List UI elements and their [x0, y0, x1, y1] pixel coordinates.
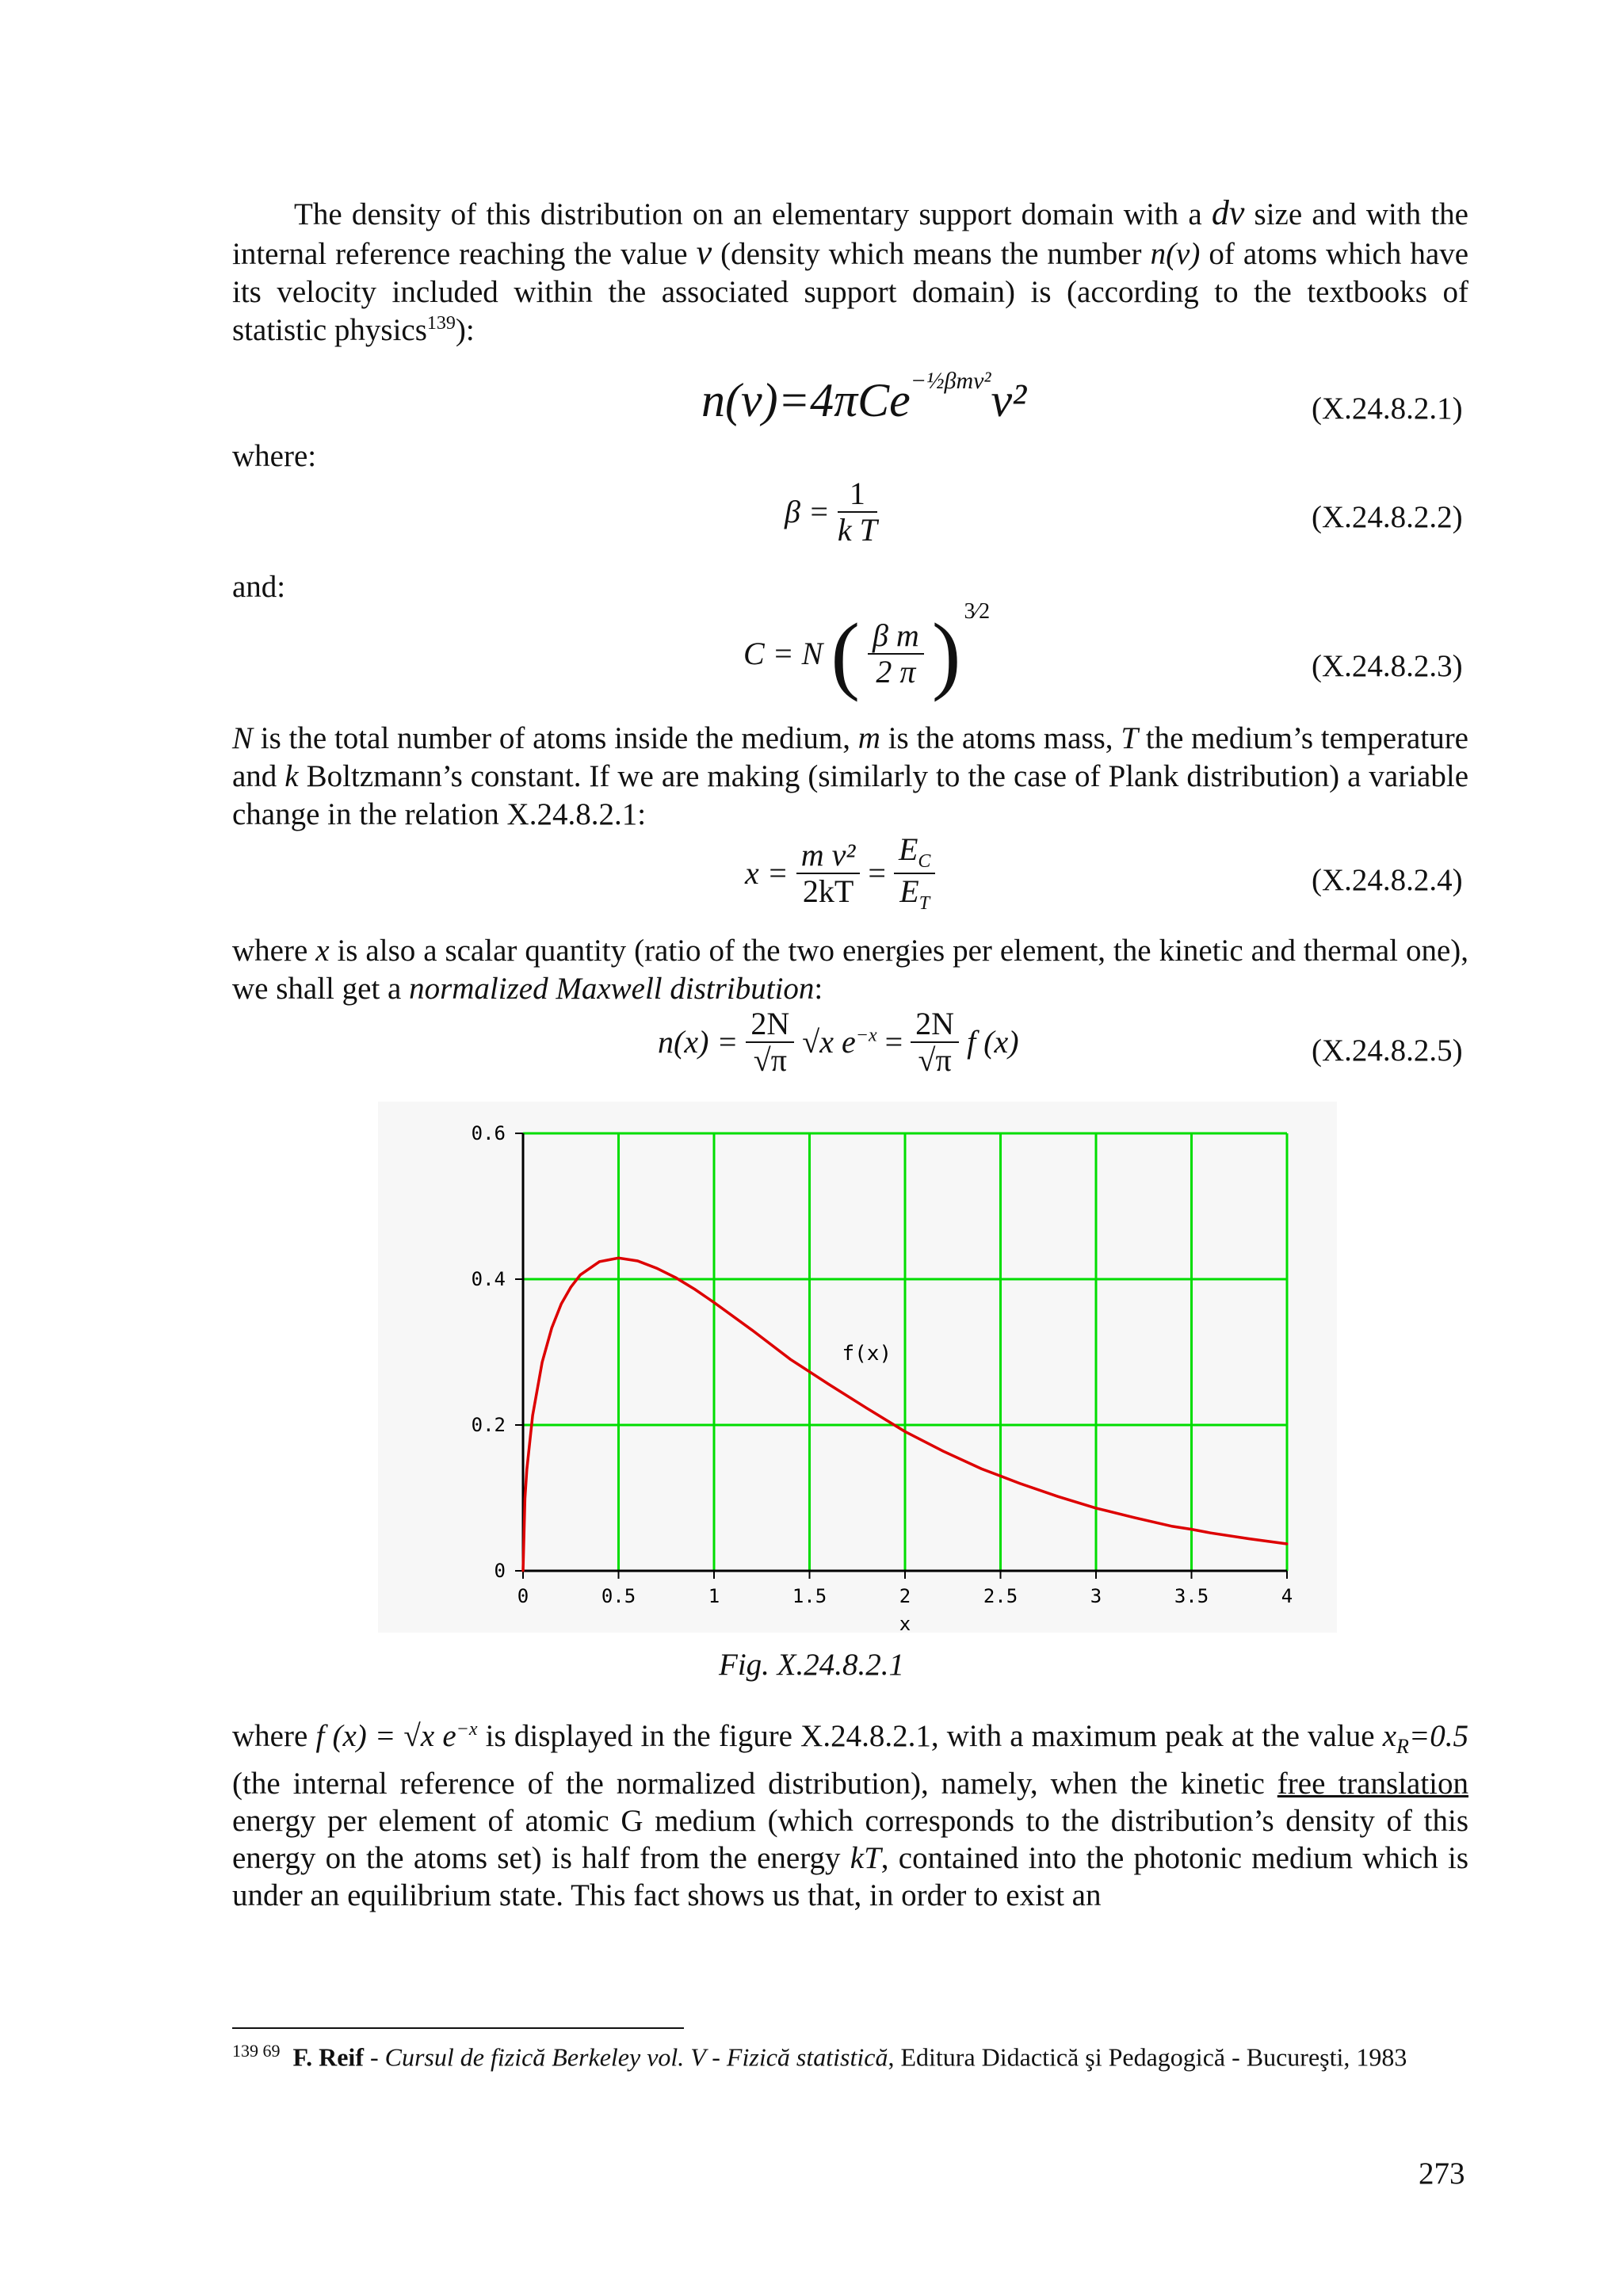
- data-point: [525, 1469, 528, 1471]
- xR-sub: R: [1396, 1734, 1409, 1758]
- formula-fx-exp: −x: [456, 1719, 478, 1740]
- eq4-num1: m v²: [796, 839, 861, 874]
- text: of atoms which have its velocity included within the associated support domain) is (according to the textbooks of statistic physics: [232, 237, 1468, 347]
- eq4-equals: =: [868, 855, 886, 891]
- paragraph-intro: [232, 194, 1468, 350]
- symbol-k: k: [285, 759, 299, 793]
- eq3-denominator: 2 π: [876, 654, 916, 690]
- eq5-mid: [802, 1024, 876, 1060]
- and-label: and:: [232, 570, 286, 604]
- text: where: [232, 934, 316, 968]
- footnote-title: Cursul de fizică Berkeley vol. V - Fizică statistică: [384, 2042, 888, 2072]
- text: is also a scalar quantity (ratio of the two energies per element, the kinetic and thermal one), we shall get a: [232, 934, 1468, 1006]
- eq2-fraction: [838, 478, 877, 546]
- symbol-m: m: [857, 721, 880, 755]
- footnote-author: F. Reif: [292, 2042, 364, 2072]
- right-paren: ): [931, 606, 961, 702]
- text: is the atoms mass,: [880, 721, 1121, 755]
- figure-caption: Fig. X.24.8.2.1: [719, 1648, 904, 1682]
- formula-fx: f (x) = √x e: [315, 1719, 456, 1753]
- data-point: [827, 1383, 830, 1385]
- eq4-fraction-2: [894, 831, 935, 914]
- data-point: [1247, 1538, 1250, 1540]
- x-tick-label: 0.5: [601, 1585, 636, 1607]
- text: , contained into the photonic medium which is under an equilibrium state. This fact shows us that, in order to exist an: [232, 1840, 1468, 1912]
- y-tick-label: 0.6: [471, 1122, 506, 1144]
- eq3-power: 3⁄2: [964, 598, 991, 624]
- data-point: [980, 1468, 983, 1470]
- eq1-exponent: −½βmv²: [910, 368, 991, 394]
- text: The density of this distribution on an elementary support domain with a: [294, 197, 1212, 231]
- eq3-lhs: C = N: [743, 636, 823, 671]
- eq1-tail: v²: [991, 374, 1027, 426]
- text: energy per element of atomic G medium (which corresponds to the distribution’s density of this energy on the atoms set) is half from the energy: [232, 1803, 1468, 1875]
- y-tick-label: 0.2: [471, 1414, 506, 1436]
- eq1-lhs: n(v)=4πCe: [701, 374, 911, 426]
- x-tick-label: 1.5: [792, 1585, 827, 1607]
- data-point: [560, 1303, 563, 1305]
- y-tick-label: 0.4: [471, 1268, 506, 1290]
- equation-2: [785, 478, 877, 546]
- data-point: [751, 1329, 754, 1331]
- equation-4: [745, 831, 935, 914]
- eq4-num2-sub: C: [918, 851, 931, 872]
- text: , Editura Didactică şi Pedagogică - Bucureşti, 1983: [888, 2042, 1407, 2072]
- equation-number-2: (X.24.8.2.2): [1312, 500, 1463, 534]
- eq4-den1: 2kT: [802, 873, 854, 909]
- eq5-fraction-1: [746, 1008, 794, 1076]
- data-point: [636, 1260, 639, 1263]
- underlined-term: free translation: [1277, 1766, 1468, 1801]
- footnote-ref[interactable]: 139: [426, 313, 456, 334]
- data-point: [999, 1475, 1002, 1477]
- data-point: [713, 1301, 716, 1304]
- xR-x: x: [1382, 1719, 1397, 1753]
- x-tick-label: 4: [1281, 1585, 1293, 1607]
- symbol-T: T: [1121, 721, 1139, 755]
- eq3-fraction: [868, 617, 924, 690]
- eq4-num2: [894, 831, 935, 874]
- eq4-den2: [894, 874, 935, 913]
- symbol-nv: n(v): [1150, 237, 1201, 271]
- x-tick-label: 2: [899, 1585, 911, 1607]
- eq5-den2: √π: [918, 1042, 952, 1078]
- x-tick-label: 1: [708, 1585, 720, 1607]
- where-label: where:: [232, 439, 317, 473]
- equation-number-5: (X.24.8.2.5): [1312, 1033, 1463, 1068]
- eq5-equals: =: [884, 1024, 903, 1060]
- x-tick-label: 2.5: [983, 1585, 1018, 1607]
- text: Boltzmann’s constant. If we are making (similarly to the case of Plank distribution) a variable change in the relation X.24.8.2.1:: [232, 759, 1469, 831]
- equation-1: [701, 368, 1027, 426]
- text: ):: [455, 313, 475, 347]
- eq4-fraction-1: [796, 839, 861, 907]
- data-point: [942, 1450, 945, 1453]
- text: is displayed in the figure X.24.8.2.1, with a maximum peak at the value: [477, 1719, 1383, 1753]
- text: size and with the internal reference reaching the value: [232, 197, 1468, 271]
- paragraph-normalized: [232, 932, 1468, 1008]
- eq5-mid-text: √x e: [802, 1024, 856, 1060]
- data-point: [524, 1497, 526, 1499]
- text: (the internal reference of the normalized distribution), namely, when the kinetic: [232, 1766, 1277, 1801]
- eq5-den1: √π: [753, 1042, 787, 1078]
- eq5-num1: 2N: [746, 1008, 794, 1043]
- data-point: [865, 1407, 868, 1409]
- data-point: [1018, 1482, 1021, 1484]
- eq5-mid-exp: −x: [855, 1025, 877, 1046]
- symbol-N: N: [232, 721, 254, 755]
- data-point: [904, 1431, 907, 1433]
- data-point: [1171, 1525, 1174, 1527]
- equation-3: [743, 598, 995, 702]
- x-tick-label: 3.5: [1174, 1585, 1209, 1607]
- data-point: [1190, 1528, 1193, 1530]
- series-label: f(x): [842, 1342, 892, 1366]
- eq5-fraction-2: [911, 1008, 959, 1076]
- data-point: [522, 1570, 525, 1572]
- eq5-rhs: f (x): [967, 1024, 1019, 1060]
- paragraph-conclusion: [232, 1711, 1468, 1914]
- maxwell-distribution-chart: [378, 1102, 1337, 1633]
- eq2-denominator: k T: [837, 512, 877, 548]
- x-tick-label: 0: [517, 1585, 529, 1607]
- symbol-kT: kT: [850, 1840, 881, 1875]
- text: -: [363, 2042, 385, 2072]
- data-point: [1056, 1496, 1059, 1498]
- data-point: [551, 1327, 553, 1329]
- data-point: [674, 1277, 677, 1279]
- symbol-v: v: [696, 233, 712, 272]
- data-point: [1095, 1507, 1098, 1509]
- data-point: [1209, 1532, 1212, 1534]
- paragraph-definitions: [232, 720, 1468, 834]
- symbol-x: x: [315, 934, 330, 968]
- left-paren: (: [831, 606, 860, 702]
- data-point: [579, 1274, 582, 1276]
- equation-number-3: (X.24.8.2.3): [1312, 649, 1463, 683]
- text: where: [232, 1719, 316, 1753]
- footnote-divider: [232, 2027, 684, 2029]
- eq2-numerator: 1: [838, 478, 877, 513]
- equation-5: [658, 1008, 1019, 1076]
- x-tick-label: 3: [1090, 1585, 1102, 1607]
- text: is the total number of atoms inside the medium,: [253, 721, 858, 755]
- symbol-dv: dv: [1211, 193, 1245, 232]
- data-point: [655, 1267, 658, 1270]
- eq4-den2-sub: T: [918, 893, 930, 914]
- text: (density which means the number: [712, 237, 1151, 271]
- footnote-marks: 139 69: [232, 2041, 281, 2061]
- eq4-num2-E: E: [898, 831, 918, 867]
- text: the medium’s temperature and: [232, 721, 1468, 793]
- text: :: [814, 972, 823, 1006]
- emphasis-term: normalized Maxwell distribution: [409, 972, 815, 1006]
- eq5-lhs: n(x) =: [658, 1024, 739, 1060]
- eq4-lhs: x =: [745, 855, 789, 891]
- eq5-num2: 2N: [911, 1008, 959, 1043]
- eq4-den2-E: E: [899, 873, 919, 909]
- data-point: [570, 1286, 572, 1289]
- equation-number-4: (X.24.8.2.4): [1312, 863, 1463, 897]
- data-point: [808, 1370, 811, 1373]
- data-point: [693, 1288, 696, 1290]
- page-number: 273: [1419, 2157, 1465, 2191]
- x-axis-label: x: [899, 1613, 911, 1633]
- data-point: [1133, 1516, 1136, 1519]
- footnote: [232, 2034, 1468, 2074]
- data-point: [617, 1257, 620, 1259]
- xR-value: =0.5: [1408, 1719, 1468, 1753]
- data-point: [532, 1415, 534, 1417]
- equation-number-1: (X.24.8.2.1): [1312, 392, 1463, 426]
- data-point: [789, 1358, 792, 1361]
- symbol-xR: [1382, 1719, 1468, 1758]
- y-tick-label: 0: [494, 1560, 506, 1582]
- data-point: [598, 1260, 601, 1263]
- data-point: [1286, 1542, 1289, 1545]
- eq3-numerator: β m: [868, 620, 924, 655]
- data-point: [541, 1361, 544, 1363]
- eq2-lhs: β =: [785, 494, 830, 529]
